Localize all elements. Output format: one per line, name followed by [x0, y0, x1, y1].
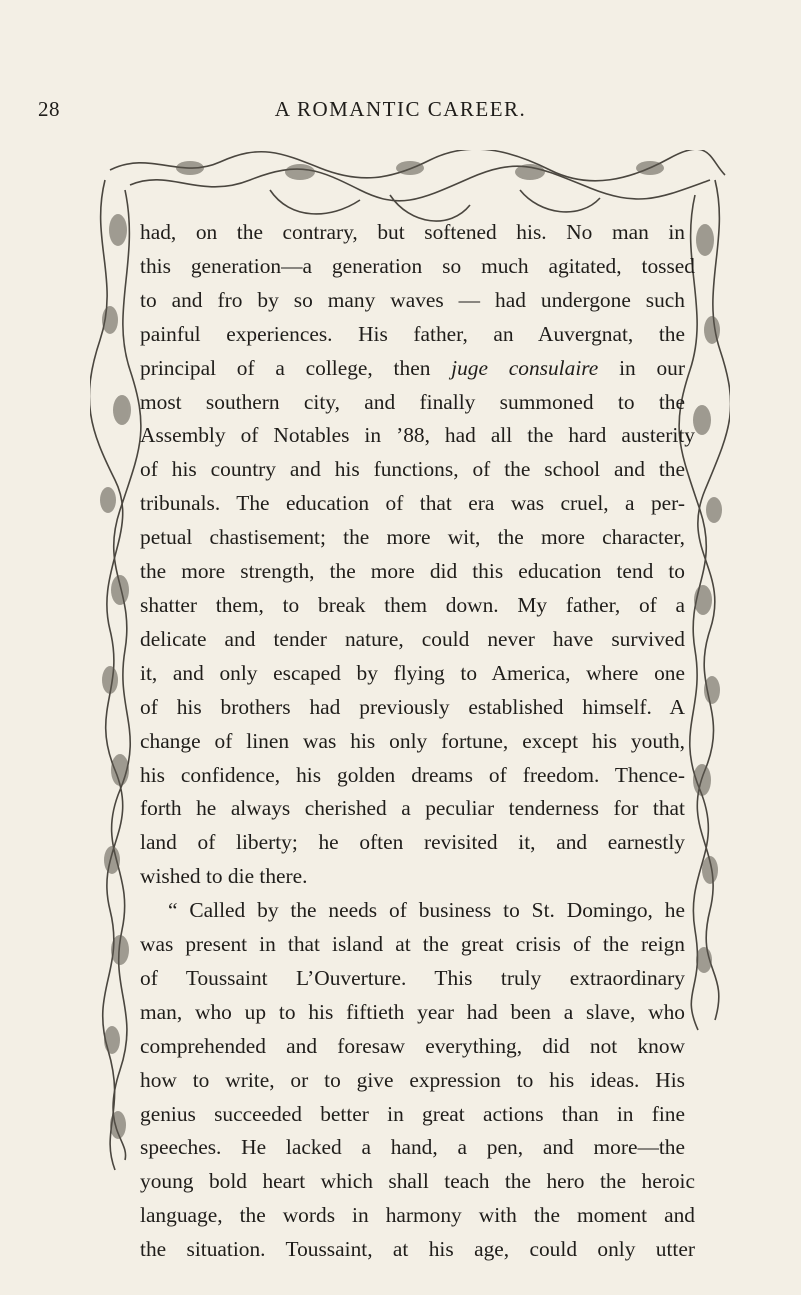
text-line: of Toussaint L’Ouverture. This truly extraordinary	[140, 965, 685, 990]
text-line: comprehended and foresaw everything, did not know	[140, 1033, 685, 1058]
text-line: language, the words in harmony with the moment and	[140, 1203, 695, 1228]
text-line: speeches. He lacked a hand, a pen, and more—the	[140, 1135, 685, 1160]
text-line: it, and only escaped by flying to America, where one	[140, 660, 685, 685]
text-line: change of linen was his only fortune, except his youth,	[140, 728, 685, 753]
text-line: was present in that island at the great crisis of the reign	[140, 932, 685, 957]
text-line: man, who up to his fiftieth year had been a slave, who	[140, 999, 685, 1024]
text-line: petual chastisement; the more wit, the more character,	[140, 525, 685, 550]
text-line: painful experiences. His father, an Auvergnat, the	[140, 321, 685, 346]
text-line: had, on the contrary, but softened his. No man in	[140, 220, 685, 244]
paragraph-2	[140, 894, 695, 1267]
text-line: of his country and his functions, of the school and the	[140, 457, 685, 482]
text-line: shatter them, to break them down. My father, of a	[140, 592, 685, 617]
text-line: his confidence, his golden dreams of freedom. Thence-	[140, 762, 685, 787]
text-line: principal of a college, then juge consulaire in our	[140, 355, 686, 380]
text-line: young bold heart which shall teach the hero the heroic	[140, 1169, 695, 1194]
text-line: genius succeeded better in great actions than in fine	[140, 1101, 685, 1126]
text-line: land of liberty; he often revisited it, and earnestly	[140, 830, 685, 855]
page-number: 28	[38, 97, 60, 121]
text-line: Assembly of Notables in ’88, had all the hard austerity	[140, 423, 695, 448]
text-line: the situation. Toussaint, at his age, could only utter	[140, 1237, 695, 1262]
italic-phrase: juge consulaire	[451, 355, 599, 380]
text-line: to and fro by so many waves — had undergone such	[140, 287, 685, 312]
running-title: A ROMANTIC CAREER.	[274, 97, 527, 121]
text-line: tribunals. The education of that era was cruel, a per-	[140, 491, 685, 516]
text-line: wished to die there.	[140, 864, 308, 889]
text-line: of his brothers had previously established himself. A	[140, 694, 685, 719]
text-line: this generation—a generation so much agitated, tossed	[140, 253, 695, 278]
text-line: forth he always cherished a peculiar tenderness for that	[140, 796, 685, 821]
text-line: the more strength, the more did this education tend to	[140, 559, 685, 584]
body-text	[140, 216, 695, 1267]
text-line: “ Called by the needs of business to St. Domingo, he	[168, 898, 685, 923]
text-line: most southern city, and finally summoned to the	[140, 389, 685, 414]
text-line: delicate and tender nature, could never have survived	[140, 626, 685, 651]
text-line: how to write, or to give expression to his ideas. His	[140, 1067, 685, 1092]
paragraph-1	[140, 216, 695, 894]
